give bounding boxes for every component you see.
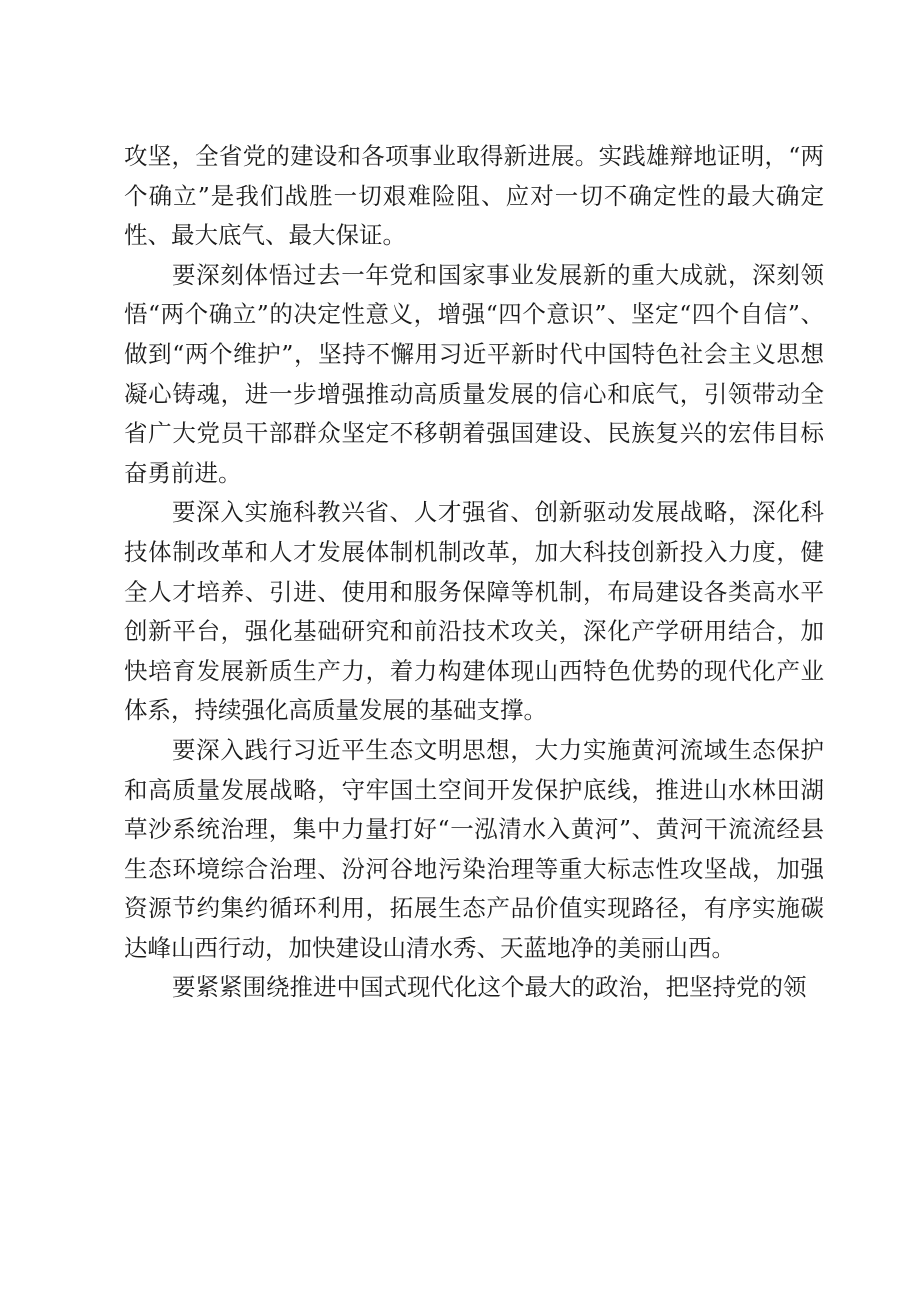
paragraph-truncated: 要紧紧围绕推进中国式现代化这个最大的政治，把坚持党的领 bbox=[172, 973, 807, 1002]
paragraph-continued: 攻坚，全省党的建设和各项事业取得新进展。实践雄辩地证明，“两个确立”是我们战胜一切艰难险阻、应对一切不确定性的最大确定性、最大底气、最大保证。 bbox=[124, 142, 824, 250]
paragraph: 要深入实施科教兴省、人才强省、创新驱动发展战略，深化科技体制改革和人才发展体制机制改革，加大科技创新投入力度，健全人才培养、引进、使用和服务保障等机制，布局建设各类高水平创新平台，强化基础研究和前沿技术攻关，深化产学研用结合，加快培育发展新质生产力，着力构建体现山西特色优势的现代化产业体系，持续强化高质量发展的基础支撑。 bbox=[124, 498, 824, 725]
document-body bbox=[124, 137, 824, 1008]
paragraph: 要深刻体悟过去一年党和国家事业发展新的重大成就，深刻领悟“两个确立”的决定性意义，增强“四个意识”、坚定“四个自信”、做到“两个维护”，坚持不懈用习近平新时代中国特色社会主义思想凝心铸魂，进一步增强推动高质量发展的信心和底气，引领带动全省广大党员干部群众坚定不移朝着强国建设、民族复兴的宏伟目标奋勇前进。 bbox=[124, 260, 824, 487]
paragraph: 要深入践行习近平生态文明思想，大力实施黄河流域生态保护和高质量发展战略，守牢国土空间开发保护底线，推进山水林田湖草沙系统治理，集中力量打好“一泓清水入黄河”、黄河干流流经县生态环境综合治理、汾河谷地污染治理等重大标志性攻坚战，加强资源节约集约循环利用，拓展生态产品价值实现路径，有序实施碳达峰山西行动，加快建设山清水秀、天蓝地净的美丽山西。 bbox=[124, 735, 824, 962]
